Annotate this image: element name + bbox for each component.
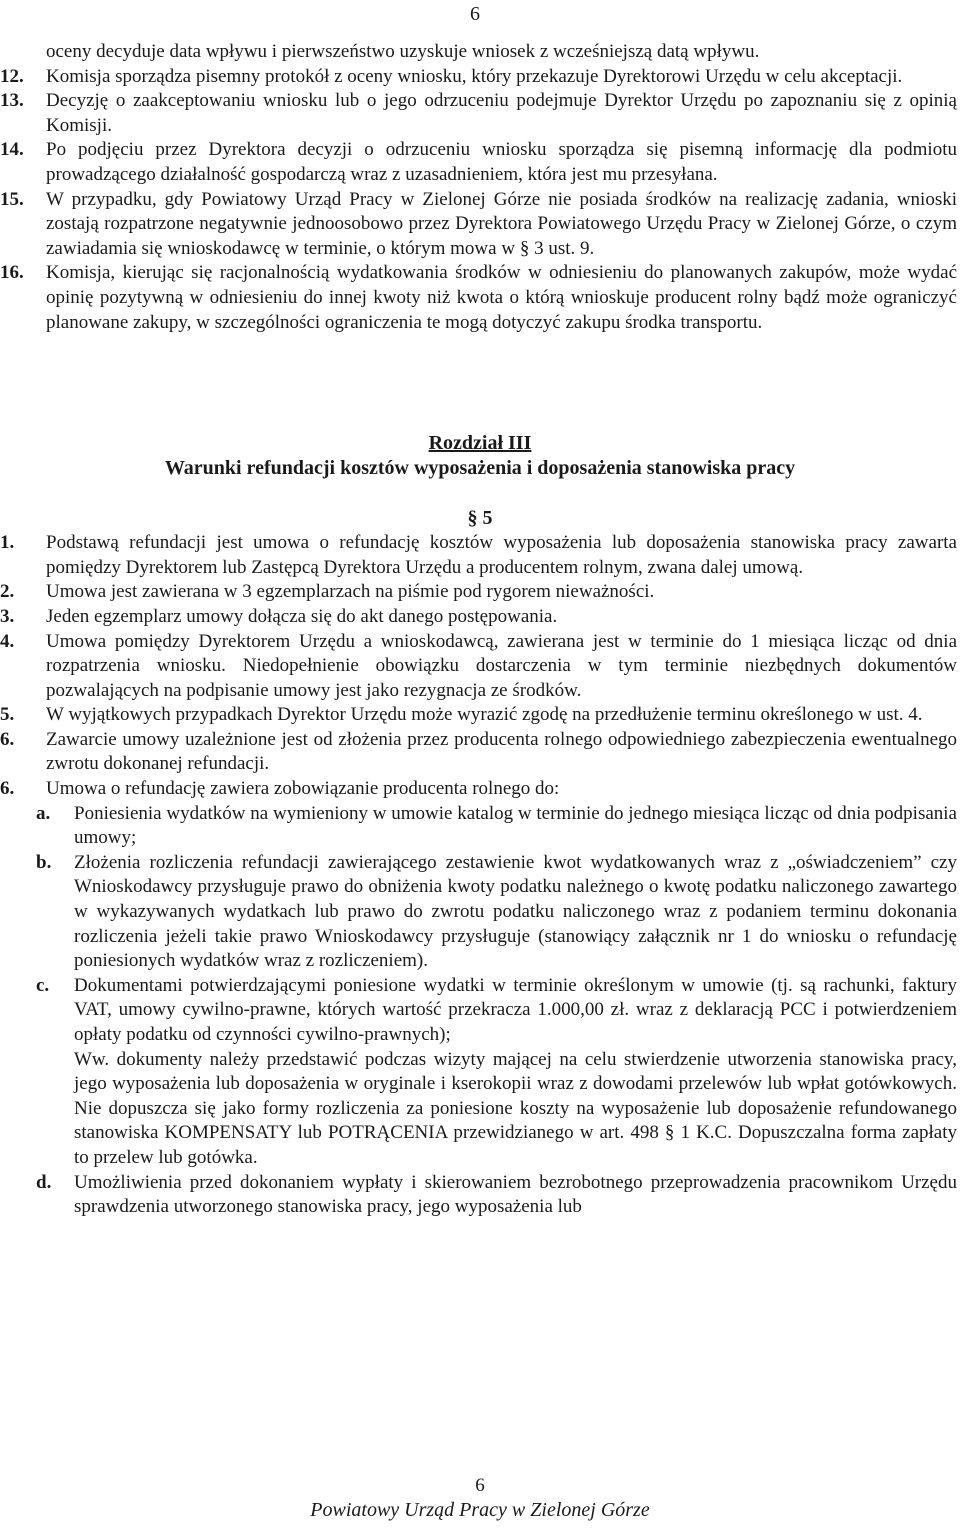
- section-item-text: Umowa jest zawierana w 3 egzemplarzach na piśmie pod rygorem nieważności.: [46, 581, 655, 603]
- section-item: [0, 703, 960, 728]
- section-item-number: 1.: [0, 532, 15, 554]
- subitem-item-text: Poniesienia wydatków na wymieniony w umowie katalog w terminie do jednego miesiąca licząc od dnia podpisania umowy;: [74, 802, 957, 849]
- subitem-item: [0, 802, 960, 851]
- section-item-text: W wyjątkowych przypadkach Dyrektor Urzędu może wyrazić zgodę na przedłużenie terminu określonego w ust. 4.: [46, 704, 923, 726]
- paragraph-item: [0, 261, 960, 335]
- lettered-list: [0, 802, 960, 1048]
- subitem-d: [0, 1171, 960, 1220]
- footer-organization: Powiatowy Urząd Pracy w Zielonej Górze: [310, 1499, 650, 1521]
- paragraph-item: [0, 138, 960, 187]
- subitem-item-number: b.: [36, 851, 52, 873]
- section-item-number: 5.: [0, 704, 15, 726]
- section-item-text: Jeden egzemplarz umowy dołącza się do akt danego postępowania.: [46, 605, 558, 627]
- paragraph-item-number: 13.: [0, 90, 24, 112]
- paragraph-item: [0, 89, 960, 138]
- numbered-list-top: [0, 40, 960, 335]
- section-item-text: Umowa pomiędzy Dyrektorem Urzędu a wnioskodawcą, zawierana jest w terminie do 1 miesiąca licząc od dnia rozpatrzenia wniosku. Niedopełnienie obowiązku dostarczenia w tym terminie niezbędnych dokumentów pozwalających na podpisanie umowy jest jako rezygnacja ze środków.: [46, 630, 957, 701]
- section-item-number: 6.: [0, 778, 15, 800]
- paragraph-item-text: Po podjęciu przez Dyrektora decyzji o odrzuceniu wniosku sporządza się pisemną informację dla podmiotu prowadzącego działalność gospodarczą wraz z uzasadnieniem, która jest mu przesyłana.: [46, 139, 957, 185]
- numbered-list-section: [0, 531, 960, 802]
- section-item: [0, 531, 960, 580]
- section-item-text: Zawarcie umowy uzależnione jest od złożenia przez producenta rolnego odpowiedniego zabezpieczenia ewentualnego zwrotu dokonanej refundacji.: [46, 728, 957, 775]
- subitem-item-number: a.: [36, 802, 51, 824]
- paragraph-item-text: Decyzję o zaakceptowaniu wniosku lub o jego odrzuceniu podejmuje Dyrektor Urzędu po zapoznaniu się z opinią Komisji.: [46, 90, 957, 136]
- subitem-item: [0, 974, 960, 1048]
- paragraph-item-text: Komisja, kierując się racjonalnością wydatkowania środków w odniesieniu do planowanych zakupów, może wydać opinię pozytywną w odniesieniu do innej kwoty niż kwota o którą wnioskuje producent rolny bądź może ograniczyć planowane zakupy, w szczególności ograniczenia te mogą dotyczyć zakupu środka transportu.: [46, 262, 957, 333]
- paragraph-item: [0, 40, 960, 65]
- paragraph-item: [0, 65, 960, 90]
- section-item-number: 3.: [0, 605, 15, 627]
- paragraph-item-text: oceny decyduje data wpływu i pierwszeństwo uzyskuje wniosek z wcześniejszą datą wpływu.: [46, 41, 760, 62]
- section-mark: § 5: [467, 507, 493, 530]
- document-content: [0, 40, 960, 1220]
- section-item: [0, 580, 960, 605]
- paragraph-item-number: 15.: [0, 188, 24, 210]
- section-item: [0, 728, 960, 777]
- footer-page-number: 6: [475, 1475, 485, 1496]
- paragraph-item-number: 12.: [0, 65, 24, 87]
- chapter-title: Warunki refundacji kosztów wyposażenia i doposażenia stanowiska pracy: [164, 457, 796, 480]
- chapter-number: Rozdział III: [428, 432, 532, 455]
- subitem-item: [0, 851, 960, 974]
- section-item: [0, 605, 960, 630]
- paragraph-item-number: 14.: [0, 139, 24, 161]
- section-item-text: Umowa o refundację zawiera zobowiązanie producenta rolnego do:: [46, 778, 560, 800]
- paragraph-item-text: W przypadku, gdy Powiatowy Urząd Pracy w Zielonej Górze nie posiada środków na realizację zadania, wnioski zostają rozpatrzone negatywnie jednoosobowo przez Dyrektora Powiatowego Urzędu Pracy w Zielonej Górze, o czym zawiadamia się wnioskodawcę w terminie, o którym mowa w § 3 ust. 9.: [46, 188, 957, 259]
- subitem-d-text: Umożliwienia przed dokonaniem wypłaty i skierowaniem bezrobotnego przeprowadzenia pracownikom Urzędu sprawdzenia utworzonego stanowiska pracy, jego wyposażenia lub: [74, 1171, 957, 1218]
- section-item-text: Podstawą refundacji jest umowa o refundację kosztów wyposażenia lub doposażenia stanowiska pracy zawarta pomiędzy Dyrektorem lub Zastępcą Dyrektora Urzędu a producentem rolnym, zwana dalej umową.: [46, 532, 957, 578]
- paragraph-item: [0, 188, 960, 262]
- subitem-item-text: Złożenia rozliczenia refundacji zawierającego zestawienie kwot wydatkowanych wraz z „oświadczeniem” czy Wnioskodawcy przysługuje prawo do obniżenia kwoty podatku należnego o kwotę podatku naliczonego zawartego w wykazywanych wydatkach lub prawo do zwrotu podatku naliczonego wraz z podaniem terminu dokonania rozliczenia jeżeli takie prawo Wnioskodawcy przysługuje (stanowiący załącznik nr 1 do wniosku o refundację poniesionych wydatków wraz z rozliczeniem).: [74, 851, 957, 972]
- paragraph-item-number: 16.: [0, 262, 24, 284]
- section-item-number: 2.: [0, 581, 15, 603]
- section-item: [0, 630, 960, 704]
- section-item-number: 6.: [0, 728, 15, 750]
- section-item: [0, 777, 960, 802]
- page-number-top: 6: [470, 3, 480, 25]
- chapter-heading: [0, 431, 960, 481]
- subitem-d-label: d.: [36, 1171, 52, 1193]
- subitem-item-number: c.: [36, 974, 50, 996]
- subitem-c-continuation: Ww. dokumenty należy przedstawić podczas wizyty mającej na celu stwierdzenie utworzenia stanowiska pracy, jego wyposażenia lub doposażenia w oryginale i kserokopii wraz z dowodami przelewów lub wpłat gotówkowych. Nie dopuszcza się jako formy rozliczenia za poniesione koszty na wyposażenie lub doposażenie refundowanego stanowiska KOMPENSATY lub POTRĄCENIA przewidzianego w art. 498 § 1 K.C. Dopuszczalna forma zapłaty to przelew lub gotówka.: [74, 1048, 957, 1168]
- section-item-number: 4.: [0, 630, 15, 652]
- subitem-item-text: Dokumentami potwierdzającymi poniesione wydatki w terminie określonym w umowie (tj. są rachunki, faktury VAT, umowy cywilno-prawne, których wartość przekracza 1.000,00 zł. wraz z deklaracją PCC i potwierdzeniem opłaty podatku od czynności cywilno-prawnych);: [74, 974, 957, 1045]
- paragraph-item-text: Komisja sporządza pisemny protokół z oceny wniosku, który przekazuje Dyrektorowi Urzędu w celu akceptacji.: [46, 65, 903, 87]
